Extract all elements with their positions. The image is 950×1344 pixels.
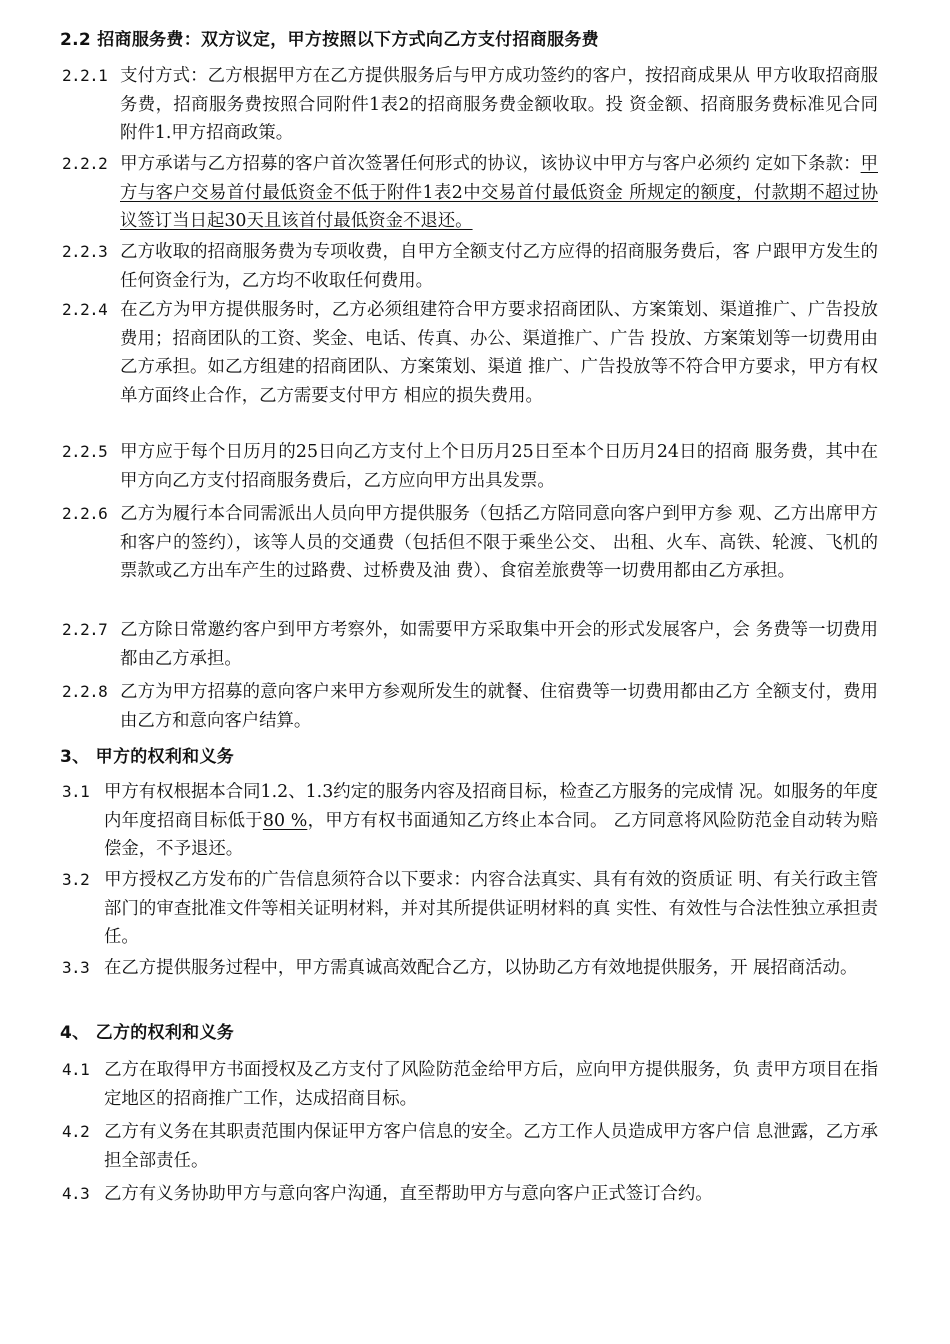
underlined-clause-text: 甲方与客户交易首付最低资金不低于附件1表2中交易首付最低资金 所规定的额度，付款期不超过协议签订当日起30天且该首付最低资金不退还。: [120, 154, 878, 231]
clause-2-2-8: [62, 678, 878, 735]
clause-number: 2.2.3: [62, 242, 108, 261]
clause-number: 4.2: [62, 1122, 90, 1141]
clause-3-3: [62, 954, 878, 983]
clause-2-2-5: [62, 438, 878, 495]
clause-2-2-6: [62, 500, 878, 586]
clause-text: 乙方有义务协助甲方与意向客户沟通，直至帮助甲方与意向客户正式签订合约。: [104, 1184, 713, 1204]
clause-2-2-4: [62, 296, 878, 410]
clause-text: 支付方式：乙方根据甲方在乙方提供服务后与甲方成功签约的客户，按招商成果从 甲方收取招商服务费，招商服务费按照合同附件1表2的招商服务费金额收取。投 资金额、招商服务费标准见合同附件1.甲方招商政策。: [120, 66, 878, 143]
clause-3-1: [62, 778, 878, 864]
section-heading-3: 3、 甲方的权利和义务: [60, 747, 235, 767]
clause-text: 在乙方为甲方提供服务时，乙方必须组建符合甲方要求招商团队、方案策划、渠道推广、广告投放费用；招商团队的工资、奖金、电话、传真、办公、渠道推广、广告 投放、方案策划等一切费用由乙方承担。如乙方组建的招商团队、方案策划、渠道 推广、广告投放等不符合甲方要求，甲方有权单方面终止合作，乙方需要支付甲方 相应的损失费用。: [120, 300, 878, 406]
section-heading-2-2: 2.2 招商服务费：双方议定，甲方按照以下方式向乙方支付招商服务费: [60, 30, 599, 50]
clause-text: 甲方应于每个日历月的25日向乙方支付上个日历月25日至本个日历月24日的招商 服务费，其中在甲方向乙方支付招商服务费后，乙方应向甲方出具发票。: [120, 442, 878, 491]
clause-number: 4.1: [62, 1060, 90, 1079]
clause-text: 乙方为履行本合同需派出人员向甲方提供服务（包括乙方陪同意向客户到甲方参 观、乙方出席甲方和客户的签约），该等人员的交通费（包括但不限于乘坐公交、 出租、火车、高铁、轮渡、飞机的票款或乙方出车产生的过路费、过桥费及油 费）、食宿差旅费等一切费用都由乙方承担。: [120, 504, 878, 581]
clause-4-2: [62, 1118, 878, 1175]
clause-number: 2.2.1: [62, 66, 108, 85]
clause-text: 甲方授权乙方发布的广告信息须符合以下要求：内容合法真实、具有有效的资质证 明、有关行政主管部门的审查批准文件等相关证明材料，并对其所提供证明材料的真 实性、有效性与合法性独立承担责任。: [104, 870, 878, 947]
clause-text: 乙方收取的招商服务费为专项收费，自甲方全额支付乙方应得的招商服务费后，客 户跟甲方发生的任何资金行为，乙方均不收取任何费用。: [120, 242, 878, 291]
clause-text: 在乙方提供服务过程中，甲方需真诚高效配合乙方，以协助乙方有效地提供服务，开 展招商活动。: [104, 958, 858, 978]
clause-text-continued: ，甲方有权书面通知乙方终止本合同。 乙方同意将风险防范金自动转为赔偿金，不予退还。: [104, 810, 878, 859]
clause-text: 乙方除日常邀约客户到甲方考察外，如需要甲方采取集中开会的形式发展客户，会 务费等一切费用都由乙方承担。: [120, 620, 878, 669]
clause-text: 甲方承诺与乙方招募的客户首次签署任何形式的协议，该协议中甲方与客户必须约 定如下条款：: [120, 154, 861, 174]
clause-number: 2.2.8: [62, 682, 108, 701]
clause-text: 乙方在取得甲方书面授权及乙方支付了风险防范金给甲方后，应向甲方提供服务，负 责甲方项目在指定地区的招商推广工作，达成招商目标。: [104, 1060, 878, 1109]
clause-number: 3.2: [62, 870, 90, 889]
clause-text: 甲方有权根据本合同1.2、1.3约定的服务内容及招商目标，检查乙方服务的完成情 况。如服务的年度内年度招商目标低于: [104, 782, 878, 831]
clause-text: 乙方有义务在其职责范围内保证甲方客户信息的安全。乙方工作人员造成甲方客户信 息泄露，乙方承担全部责任。: [104, 1122, 878, 1171]
clause-4-3: [62, 1180, 878, 1209]
clause-3-2: [62, 866, 878, 952]
clause-number: 2.2.4: [62, 300, 108, 319]
underlined-clause-text: 80 %: [262, 810, 308, 831]
section-heading-4: 4、 乙方的权利和义务: [60, 1023, 235, 1043]
clause-number: 3.3: [62, 958, 90, 977]
clause-number: 2.2.5: [62, 442, 108, 461]
clause-number: 2.2.7: [62, 620, 108, 639]
clause-number: 2.2.2: [62, 154, 108, 173]
clause-2-2-3: [62, 238, 878, 295]
clause-number: 2.2.6: [62, 504, 108, 523]
clause-number: 4.3: [62, 1184, 90, 1203]
clause-2-2-7: [62, 616, 878, 673]
clause-number: 3.1: [62, 782, 90, 801]
clause-2-2-1: [62, 62, 878, 148]
clause-2-2-2: [62, 150, 878, 236]
clause-text: 乙方为甲方招募的意向客户来甲方参观所发生的就餐、住宿费等一切费用都由乙方 全额支付，费用由乙方和意向客户结算。: [120, 682, 878, 731]
clause-4-1: [62, 1056, 878, 1113]
